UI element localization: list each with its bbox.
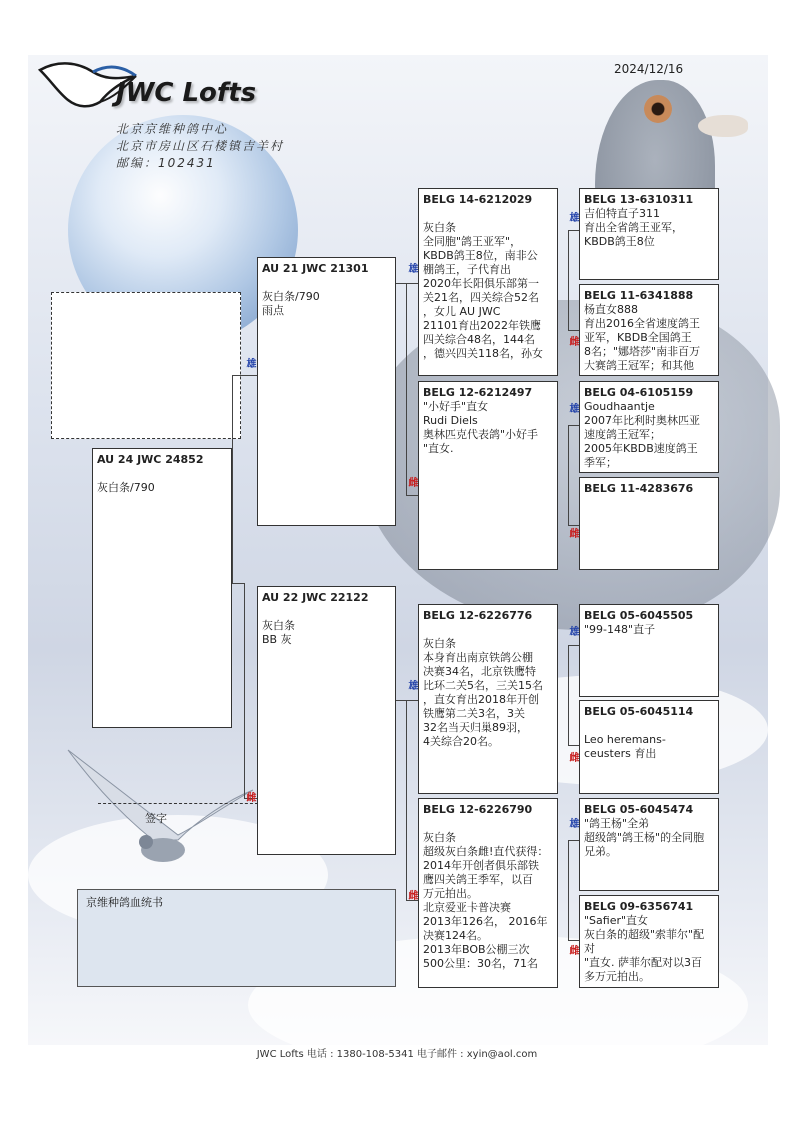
connector-line [396,700,406,701]
connector-line [406,700,418,701]
certificate-label: 京维种鸽血统书 [86,896,163,909]
print-date: 2024/12/16 [614,62,684,76]
pedigree-sdd[interactable] [579,477,719,570]
pedigree-notes: 灰白条/790 雨点 [262,290,320,317]
male-mark: 雄 [567,212,578,222]
female-mark: 雌 [567,528,578,538]
female-mark: 雌 [567,752,578,762]
pedigree-notes: 灰白条/790 [97,481,155,494]
certificate-panel[interactable] [77,889,396,987]
pedigree-sds[interactable] [579,381,719,473]
female-mark: 雌 [567,336,578,346]
male-mark: 雄 [406,680,417,690]
brand-name: JWC Lofts [116,78,257,108]
pedigree-notes: 灰白条 超级灰白条雌!直代获得： 2014年开创者俱乐部铁 鹰四关鸽王季军，以百 万元拍出。 北京爱亚卡普决赛 2013年126名， 2016年 决赛124名。 2013年BOB公棚三次 500公里：30名，71名 [423,831,549,970]
female-mark: 雌 [406,890,417,900]
pedigree-notes: 灰白条 本身育出南京铁鸽公棚 决赛34名，北京铁鹰特 比环二关5名，三关15名 ，直女育出2018年开创 铁鹰第二关3名，3关 32名当天归巢89羽， 4关综合20名。 [423,637,543,748]
address-line-3: 邮编：102431 [116,156,216,170]
address-line-1: 北京京维种鸽中心 [116,122,229,136]
pedigree-sss[interactable] [579,188,719,280]
pedigree-dss[interactable] [579,604,719,697]
pedigree-sire-dam[interactable] [418,381,558,570]
male-mark: 雄 [567,403,578,413]
footer-contact: JWC Lofts 电话 : 1380-108-5341 电子邮件 : xyin@aol.com [256,1049,538,1060]
ring-number: BELG 05-6045114 [584,705,694,718]
pedigree-notes: 灰白条 BB 灰 [262,619,295,646]
ring-number: AU 22 JWC 22122 [262,591,369,604]
connector-line [406,283,418,284]
female-mark: 雌 [567,945,578,955]
ring-number: BELG 11-6341888 [584,289,694,302]
pedigree-sire[interactable] [257,257,396,526]
connector-line [406,900,418,901]
male-mark: 雄 [567,818,578,828]
photo-placeholder[interactable] [51,292,241,439]
signature-line [98,803,258,804]
pedigree-ssd[interactable] [579,284,719,376]
pedigree-notes: "鸽王杨"全弟 超级鸽"鸽王杨"的全同胞 兄弟。 [584,817,705,858]
pedigree-notes: "99-148"直子 [584,623,656,636]
pedigree-notes: "小好手"直女 Rudi Diels 奥林匹克代表鸽"小好手 "直女. [423,400,539,455]
pedigree-dam-dam[interactable] [418,798,558,988]
ring-number: BELG 05-6045474 [584,803,694,816]
signature-label: 签字 [145,812,167,825]
connector-line [406,700,407,900]
pedigree-notes: Goudhaantje 2007年比利时奥林匹亚 速度鸽王冠军； 2005年KBDB速度鸽王 季军； [584,400,700,469]
pigeon-eye [644,95,672,123]
ring-number: BELG 13-6310311 [584,193,694,206]
connector-line [406,283,407,495]
pedigree-ddd[interactable] [579,895,719,988]
ring-number: BELG 04-6105159 [584,386,694,399]
ring-number: AU 21 JWC 21301 [262,262,369,275]
connector-line [396,283,406,284]
connector-line [568,840,569,940]
male-mark: 雄 [244,358,255,368]
male-mark: 雄 [567,626,578,636]
pedigree-notes: 吉伯特直子311 育出全省鸽王亚军， KBDB鸽王8位 [584,207,683,248]
ring-number: BELG 11-4283676 [584,482,694,495]
connector-line [568,230,569,330]
ring-number: BELG 14-6212029 [423,193,533,206]
address-line-2: 北京市房山区石楼镇吉羊村 [116,139,285,153]
pedigree-notes: 杨直女888 育出2016全省速度鸽王 亚军，KBDB全国鸽王 8名；"娜塔莎"南非百万 大赛鸽王冠军；和其他 [584,303,701,372]
male-mark: 雄 [406,263,417,273]
connector-line [406,495,418,496]
connector-line [232,375,233,583]
female-mark: 雌 [244,792,255,802]
ring-number: BELG 12-6226776 [423,609,533,622]
ring-number: BELG 05-6045505 [584,609,694,622]
ring-number: AU 24 JWC 24852 [97,453,204,466]
pedigree-dam[interactable] [257,586,396,855]
connector-line [568,425,569,525]
female-mark: 雌 [406,477,417,487]
ring-number: BELG 12-6212497 [423,386,533,399]
connector-line [232,583,244,584]
connector-line [244,583,245,798]
ring-number: BELG 09-6356741 [584,900,694,913]
pedigree-subject[interactable] [92,448,232,728]
pigeon-beak [698,115,748,137]
connector-line [232,375,257,376]
ring-number: BELG 12-6226790 [423,803,533,816]
pedigree-sire-sire[interactable] [418,188,558,376]
pedigree-notes: 灰白条 全同胞"鸽王亚军"， KBDB鸽王8位，南非公 棚鸽王，子代育出 2020年长阳俱乐部第一 关21名，四关综合52名 ，女儿 AU JWC 21101育出2022年铁鹰 四关综合48名，144名 ，德兴四关118名，孙女 [423,221,543,360]
connector-line [568,645,569,745]
pedigree-dam-sire[interactable] [418,604,558,794]
pedigree-dds[interactable] [579,798,719,891]
pedigree-notes: "Safier"直女 灰白条的超级"索菲尔"配对 "直女. 萨菲尔配对以3百 多万元拍出。 [584,914,705,983]
pedigree-notes: Leo heremans- ceusters 育出 [584,733,666,760]
pedigree-dsd[interactable] [579,700,719,794]
